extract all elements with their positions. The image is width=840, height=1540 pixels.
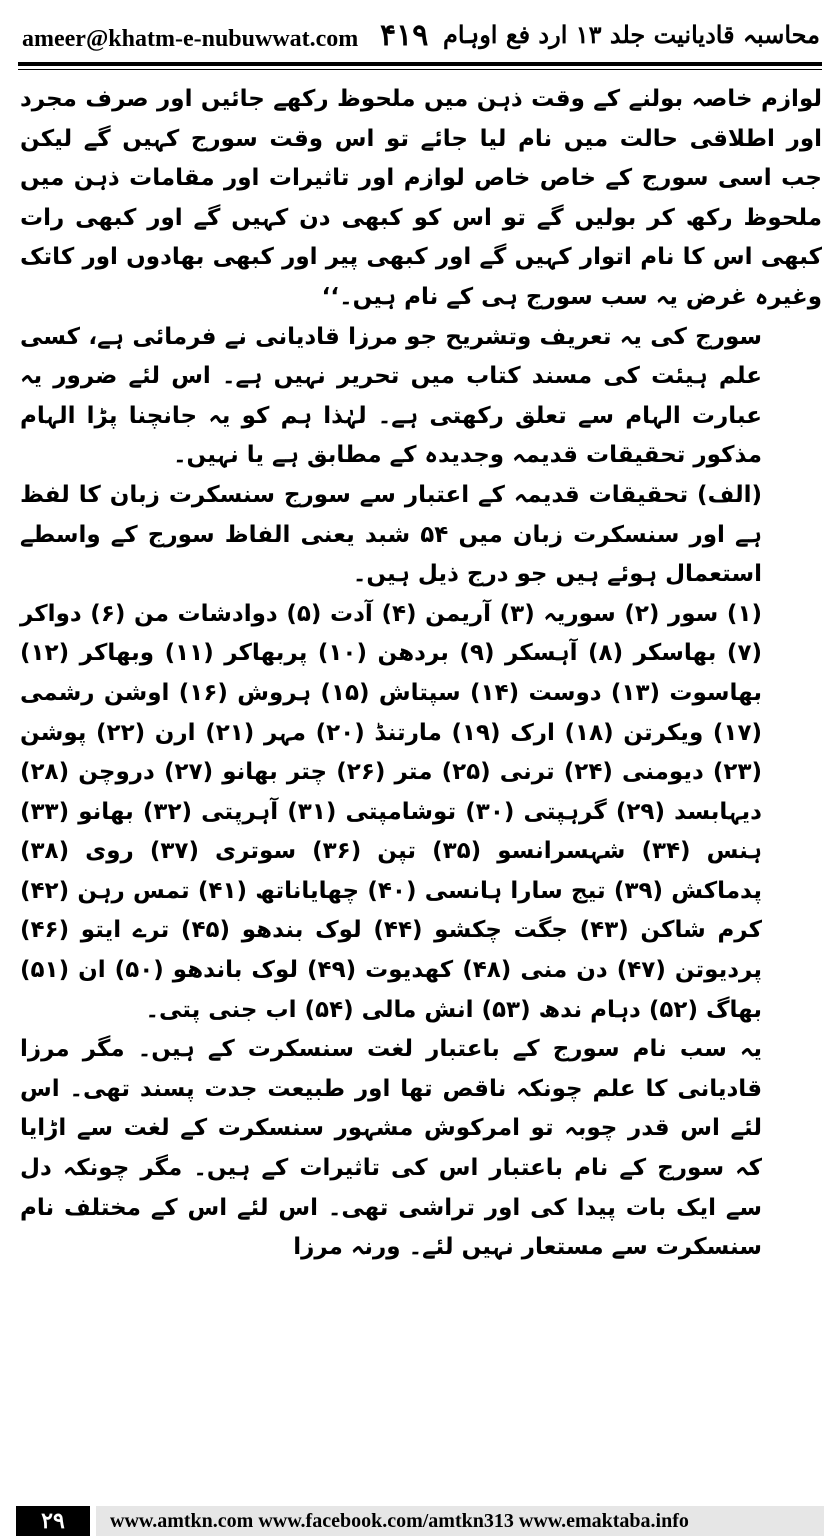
paragraph-5: یہ سب نام سورج کے باعتبار لغت سنسکرت کے ہیں۔ مگر مرزا قادیانی کا علم چونکہ ناقص تھا اور طبیعت جدت پسند تھی۔ اس لئے اس قدر چوبہ تو امرکوش مشہور سنسکرت کے لغت سے اڑایا کہ سورج کے نام باعتبار اس کی تاثیرات کے ہیں۔ مگر چونکہ دل سے ایک بات پیدا کی اور تراشی تھی۔ اس لئے اس کے مختلف نام سنسکرت سے مستعار نہیں لئے۔ ورنہ مرزا (20, 1036, 762, 1261)
footer-page-number: ۲۹ (16, 1506, 90, 1536)
footer-links: www.amtkn.com www.facebook.com/amtkn313 www.emaktaba.info (110, 1510, 689, 1532)
page-body (20, 80, 822, 1268)
header-title: محاسبہ قادیانیت جلد ۱۳ ارد فع اوہام (442, 20, 820, 49)
page-header (0, 0, 840, 62)
page-footer (0, 1500, 840, 1540)
header-email: ameer@khatm-e-nubuwwat.com (22, 26, 359, 52)
paragraph-1: لوازم خاصہ بولنے کے وقت ذہن میں ملحوظ رکھے جائیں اور صرف مجرد اور اطلاقی حالت میں نام لیا جائے تو اس وقت سورج کہیں گے لیکن جب اسی سورج کے خاص خاص لوازم اور تاثیرات اور مقامات ذہن میں ملحوظ رکھ کر بولیں گے تو اس کو کبھی دن کہیں گے اور کبھی رات کبھی اس کا نام اتوار کہیں گے اور کبھی پیر اور کبھی بھادوں اور کاتک وغیرہ غرض یہ سب سورج ہی کے نام ہیں۔‘‘ (20, 86, 822, 310)
header-page-number: ۴۱۹ (380, 18, 429, 53)
header-rule-thick (18, 62, 822, 66)
header-rule-thin (18, 69, 822, 70)
paragraph-2: سورج کی یہ تعریف وتشریح جو مرزا قادیانی نے فرمائی ہے، کسی علم ہیئت کی مسند کتاب میں تحریر نہیں ہے۔ اس لئے ضرور یہ عبارت الہام سے تعلق رکھتی ہے۔ لہٰذا ہم کو یہ جانچنا پڑا الہام مذکور تحقیقات قدیمہ وجدیدہ کے مطابق ہے یا نہیں۔ (20, 323, 762, 469)
paragraph-4: (۱) سور (۲) سوریہ (۳) آریمن (۴) آدت (۵) دوادشات من (۶) دواکر (۷) بھاسکر (۸) آہسکر (۹) بردھن (۱۰) پربھاکر (۱۱) وبھاکر (۱۲) بھاسوت (۱۳) دوست (۱۴) سپتاش (۱۵) ہروش (۱۶) اوشن رشمی (۱۷) ویکرتن (۱۸) ارک (۱۹) مارتنڈ (۲۰) مہر (۲۱) ارن (۲۲) پوشن (۲۳) دیومنی (۲۴) ترنی (۲۵) متر (۲۶) چتر بھانو (۲۷) دروچن (۲۸) دیہابسد (۲۹) گرہپتی (۳۰) توشامپتی (۳۱) آہرپتی (۳۲) بھانو (۳۳) ہنس (۳۴) شہسرانسو (۳۵) تپن (۳۶) سوتری (۳۷) روی (۳۸) پدماکش (۳۹) تیج سارا ہانسی (۴۰) چھایاناتھ (۴۱) تمس رہن (۴۲) کرم شاکن (۴۳) جگت چکشو (۴۴) لوک بندھو (۴۵) ترے ایتو (۴۶) پردیوتن (۴۷) دن منی (۴۸) کھدیوت (۴۹) لوک باندھو (۵۰) ان (۵۱) بھاگ (۵۲) دہام ندھ (۵۳) انش مالی (۵۴) اب جنی پتی۔ (20, 600, 763, 1023)
paragraph-3: (الف) تحقیقات قدیمہ کے اعتبار سے سورج سنسکرت زبان کا لفظ ہے اور سنسکرت زبان میں ۵۴ شبد یعنی الفاظ سورج کے واسطے استعمال ہوئے ہیں جو درج ذیل ہیں۔ (20, 481, 762, 588)
